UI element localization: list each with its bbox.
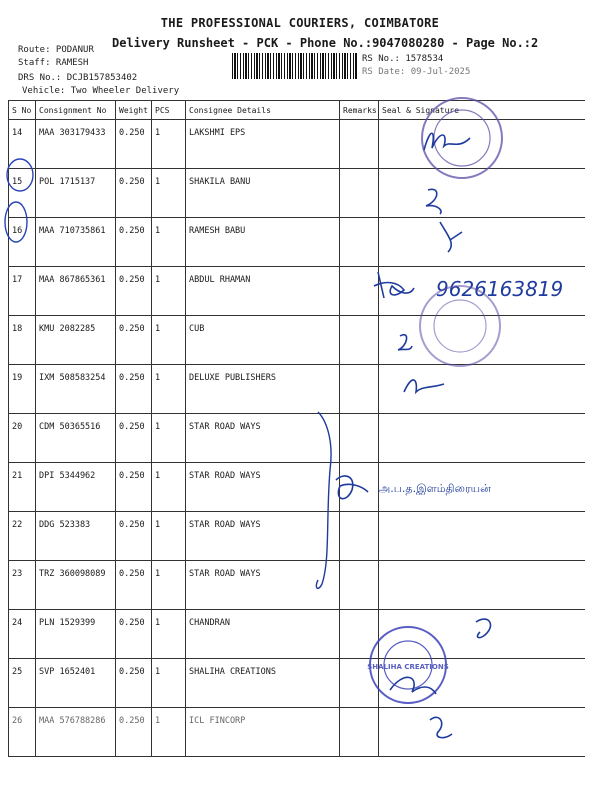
cell-sno: 14	[9, 120, 36, 169]
cell-remarks	[340, 414, 379, 463]
cell-pcs: 1	[152, 365, 186, 414]
rs-number: RS No.: 1578534	[362, 54, 444, 64]
cell-consignment: IXM 508583254	[36, 365, 116, 414]
cell-consignee: STAR ROAD WAYS	[186, 463, 340, 512]
vehicle-label: Vehicle: Two Wheeler Delivery	[22, 86, 180, 96]
cell-consignee: CUB	[186, 316, 340, 365]
runsheet-subtitle: Delivery Runsheet - PCK - Phone No.:9047080280 - Page No.:2	[112, 36, 539, 50]
table-row	[9, 218, 585, 267]
cell-signature	[379, 120, 585, 169]
cell-signature	[379, 463, 585, 512]
cell-weight: 0.250	[116, 414, 152, 463]
cell-sno: 24	[9, 610, 36, 659]
cell-consignee: DELUXE PUBLISHERS	[186, 365, 340, 414]
route-label: Route: PODANUR	[18, 45, 94, 55]
cell-pcs: 1	[152, 463, 186, 512]
table-row	[9, 365, 585, 414]
cell-weight: 0.250	[116, 365, 152, 414]
col-header-consignment: Consignment No	[36, 101, 116, 120]
cell-consignee: LAKSHMI EPS	[186, 120, 340, 169]
cell-signature	[379, 414, 585, 463]
cell-pcs: 1	[152, 512, 186, 561]
cell-pcs: 1	[152, 414, 186, 463]
cell-consignment: MAA 303179433	[36, 120, 116, 169]
stamp-inner-text: SHALIHA CREATIONS	[367, 663, 449, 671]
cell-weight: 0.250	[116, 218, 152, 267]
cell-pcs: 1	[152, 169, 186, 218]
barcode	[232, 53, 357, 79]
cell-signature	[379, 316, 585, 365]
cell-remarks	[340, 365, 379, 414]
table-row	[9, 610, 585, 659]
cell-weight: 0.250	[116, 463, 152, 512]
handwritten-tamil-note: அ.ப.த.இளம்திரையன்	[378, 482, 491, 495]
col-header-weight: Weight	[116, 101, 152, 120]
cell-sno: 26	[9, 708, 36, 757]
cell-pcs: 1	[152, 561, 186, 610]
cell-consignment: MAA 576788286	[36, 708, 116, 757]
cell-consignment: MAA 710735861	[36, 218, 116, 267]
cell-sno: 19	[9, 365, 36, 414]
col-header-remarks: Remarks	[340, 101, 379, 120]
cell-signature	[379, 365, 585, 414]
cell-signature	[379, 561, 585, 610]
cell-remarks	[340, 316, 379, 365]
cell-consignment: DDG 523383	[36, 512, 116, 561]
cell-remarks	[340, 610, 379, 659]
cell-consignment: SVP 1652401	[36, 659, 116, 708]
cell-pcs: 1	[152, 610, 186, 659]
cell-signature	[379, 512, 585, 561]
cell-weight: 0.250	[116, 316, 152, 365]
cell-consignment: CDM 50365516	[36, 414, 116, 463]
cell-sno: 18	[9, 316, 36, 365]
cell-sno: 15	[9, 169, 36, 218]
cell-consignee: STAR ROAD WAYS	[186, 414, 340, 463]
cell-consignee: ICL FINCORP	[186, 708, 340, 757]
cell-consignee: CHANDRAN	[186, 610, 340, 659]
col-header-signature: Seal & Signature	[379, 101, 585, 120]
col-header-consignee: Consignee Details	[186, 101, 340, 120]
cell-remarks	[340, 512, 379, 561]
cell-signature	[379, 610, 585, 659]
cell-signature	[379, 267, 585, 316]
runsheet-title: THE PROFESSIONAL COURIERS, COIMBATORE	[160, 16, 440, 30]
cell-weight: 0.250	[116, 267, 152, 316]
cell-consignment: DPI 5344962	[36, 463, 116, 512]
cell-consignment: MAA 867865361	[36, 267, 116, 316]
cell-signature	[379, 169, 585, 218]
cell-signature	[379, 218, 585, 267]
cell-weight: 0.250	[116, 610, 152, 659]
staff-label: Staff: RAMESH	[18, 58, 89, 68]
col-header-sno: S No	[9, 101, 36, 120]
cell-remarks	[340, 561, 379, 610]
table-row	[9, 414, 585, 463]
cell-sno: 16	[9, 218, 36, 267]
cell-weight: 0.250	[116, 561, 152, 610]
drs-number: DRS No.: DCJB157853402	[18, 73, 138, 83]
handwritten-phone-note: 9626163819	[436, 277, 564, 301]
cell-remarks	[340, 463, 379, 512]
cell-pcs: 1	[152, 708, 186, 757]
cell-pcs: 1	[152, 659, 186, 708]
cell-remarks	[340, 169, 379, 218]
cell-remarks	[340, 659, 379, 708]
cell-pcs: 1	[152, 267, 186, 316]
cell-consignee: STAR ROAD WAYS	[186, 512, 340, 561]
cell-consignment: KMU 2082285	[36, 316, 116, 365]
cell-signature	[379, 659, 585, 708]
cell-remarks	[340, 267, 379, 316]
table-row	[9, 512, 585, 561]
cell-consignment: PLN 1529399	[36, 610, 116, 659]
table-row	[9, 659, 585, 708]
cell-consignment: TRZ 360098089	[36, 561, 116, 610]
table-row	[9, 169, 585, 218]
cell-weight: 0.250	[116, 169, 152, 218]
cell-weight: 0.250	[116, 120, 152, 169]
cell-pcs: 1	[152, 316, 186, 365]
cell-consignee: RAMESH BABU	[186, 218, 340, 267]
cell-consignee: SHALIHA CREATIONS	[186, 659, 340, 708]
cell-sno: 21	[9, 463, 36, 512]
runsheet-table	[8, 100, 585, 757]
rs-date: RS Date: 09-Jul-2025	[362, 67, 471, 77]
cell-sno: 25	[9, 659, 36, 708]
cell-weight: 0.250	[116, 708, 152, 757]
cell-consignee: ABDUL RHAMAN	[186, 267, 340, 316]
cell-pcs: 1	[152, 218, 186, 267]
cell-remarks	[340, 120, 379, 169]
cell-sno: 20	[9, 414, 36, 463]
table-row	[9, 316, 585, 365]
table-row	[9, 267, 585, 316]
table-row	[9, 120, 585, 169]
cell-weight: 0.250	[116, 659, 152, 708]
table-row	[9, 561, 585, 610]
cell-consignee: STAR ROAD WAYS	[186, 561, 340, 610]
cell-consignee: SHAKILA BANU	[186, 169, 340, 218]
cell-remarks	[340, 708, 379, 757]
cell-remarks	[340, 218, 379, 267]
cell-sno: 22	[9, 512, 36, 561]
cell-consignment: POL 1715137	[36, 169, 116, 218]
table-header-row	[9, 101, 585, 120]
table-row	[9, 463, 585, 512]
table-row	[9, 708, 585, 757]
cell-pcs: 1	[152, 120, 186, 169]
cell-weight: 0.250	[116, 512, 152, 561]
cell-signature	[379, 708, 585, 757]
col-header-pcs: PCS	[152, 101, 186, 120]
cell-sno: 23	[9, 561, 36, 610]
cell-sno: 17	[9, 267, 36, 316]
